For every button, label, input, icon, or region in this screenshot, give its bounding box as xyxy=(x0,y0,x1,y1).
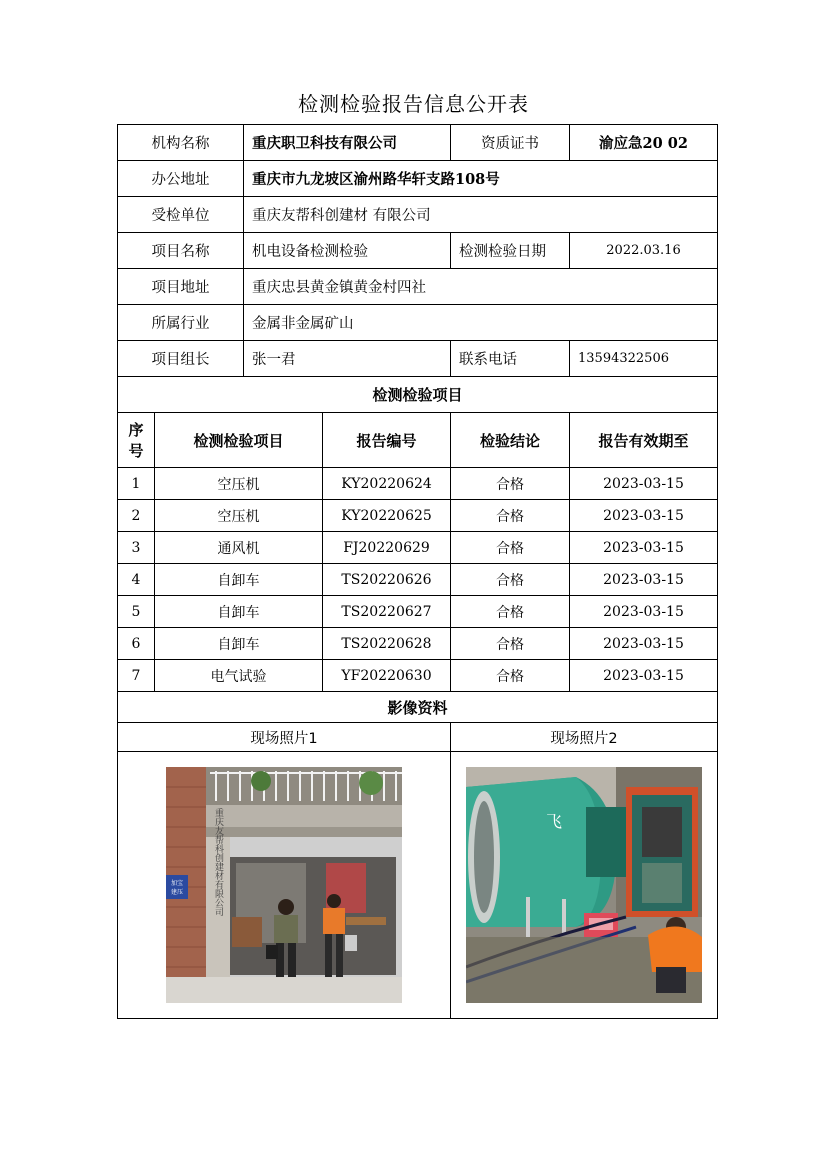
header-seq xyxy=(118,413,155,468)
client-value: 重庆友帮科创建材 有限公司 xyxy=(244,197,718,233)
row-seq: 6 xyxy=(118,628,155,660)
header-valid: 报告有效期至 xyxy=(570,413,718,468)
company-vertical-sign: 重庆友帮科创建材有限公司 xyxy=(213,808,223,916)
photo-labels-row xyxy=(118,723,718,752)
row-org xyxy=(118,125,718,161)
small-sign-text: 加宝 xyxy=(170,880,184,887)
row-valid: 2023-03-15 xyxy=(570,468,718,500)
row-valid: 2023-03-15 xyxy=(570,596,718,628)
site-value: 重庆忠县黄金镇黄金村四社 xyxy=(244,269,718,305)
photos-section-row xyxy=(118,692,718,723)
row-result: 合格 xyxy=(451,564,570,596)
cert-value: 渝应急20 02 xyxy=(570,125,718,161)
row-result: 合格 xyxy=(451,628,570,660)
row-seq: 7 xyxy=(118,660,155,692)
phone-value: 13594322506 xyxy=(570,341,718,377)
photo2-label: 现场照片2 xyxy=(451,723,718,752)
header-seq-line1: 序 xyxy=(128,421,144,439)
header-seq-line2: 号 xyxy=(128,442,144,460)
row-report-no: FJ20220629 xyxy=(323,532,451,564)
site-label: 项目地址 xyxy=(118,269,244,305)
row-valid: 2023-03-15 xyxy=(570,564,718,596)
report-table xyxy=(117,124,718,1019)
row-report-no: YF20220630 xyxy=(323,660,451,692)
row-item: 自卸车 xyxy=(155,628,323,660)
items-section-row xyxy=(118,377,718,413)
table-row xyxy=(118,532,718,564)
row-valid: 2023-03-15 xyxy=(570,500,718,532)
row-valid: 2023-03-15 xyxy=(570,532,718,564)
row-report-no: TS20220626 xyxy=(323,564,451,596)
row-item: 自卸车 xyxy=(155,596,323,628)
org-value: 重庆职卫科技有限公司 xyxy=(244,125,451,161)
industry-value: 金属非金属矿山 xyxy=(244,305,718,341)
row-client xyxy=(118,197,718,233)
leader-value: 张一君 xyxy=(244,341,451,377)
row-report-no: TS20220627 xyxy=(323,596,451,628)
table-row xyxy=(118,564,718,596)
leader-label: 项目组长 xyxy=(118,341,244,377)
addr-label: 办公地址 xyxy=(118,161,244,197)
row-seq: 4 xyxy=(118,564,155,596)
table-row xyxy=(118,500,718,532)
items-section-title: 检测检验项目 xyxy=(118,377,718,413)
table-row xyxy=(118,628,718,660)
row-item: 自卸车 xyxy=(155,564,323,596)
row-seq: 2 xyxy=(118,500,155,532)
row-project xyxy=(118,233,718,269)
date-value: 2022.03.16 xyxy=(570,233,718,269)
row-item: 空压机 xyxy=(155,468,323,500)
row-result: 合格 xyxy=(451,500,570,532)
row-report-no: KY20220624 xyxy=(323,468,451,500)
org-label: 机构名称 xyxy=(118,125,244,161)
client-label: 受检单位 xyxy=(118,197,244,233)
svg-text:建压: 建压 xyxy=(170,889,184,896)
row-item: 空压机 xyxy=(155,500,323,532)
project-value: 机电设备检测检验 xyxy=(244,233,451,269)
header-report-no: 报告编号 xyxy=(323,413,451,468)
project-label: 项目名称 xyxy=(118,233,244,269)
table-row xyxy=(118,596,718,628)
photo1-label: 现场照片1 xyxy=(118,723,451,752)
date-label: 检测检验日期 xyxy=(451,233,570,269)
photo2-cell xyxy=(451,752,718,1019)
row-result: 合格 xyxy=(451,532,570,564)
table-row xyxy=(118,660,718,692)
addr-value: 重庆市九龙坡区渝州路华轩支路108号 xyxy=(244,161,718,197)
row-seq: 5 xyxy=(118,596,155,628)
row-result: 合格 xyxy=(451,596,570,628)
header-item: 检测检验项目 xyxy=(155,413,323,468)
site-photo-2 xyxy=(466,767,702,1003)
row-valid: 2023-03-15 xyxy=(570,660,718,692)
table-row xyxy=(118,468,718,500)
row-site xyxy=(118,269,718,305)
row-report-no: KY20220625 xyxy=(323,500,451,532)
page-title: 检测检验报告信息公开表 xyxy=(298,92,529,116)
photos-section-title: 影像资料 xyxy=(118,692,718,723)
row-industry xyxy=(118,305,718,341)
cert-label: 资质证书 xyxy=(451,125,570,161)
row-report-no: TS20220628 xyxy=(323,628,451,660)
header-result: 检验结论 xyxy=(451,413,570,468)
row-valid: 2023-03-15 xyxy=(570,628,718,660)
row-seq: 1 xyxy=(118,468,155,500)
row-item: 通风机 xyxy=(155,532,323,564)
row-item: 电气试验 xyxy=(155,660,323,692)
svg-text:飞: 飞 xyxy=(546,812,563,831)
row-seq: 3 xyxy=(118,532,155,564)
phone-label: 联系电话 xyxy=(451,341,570,377)
industry-label: 所属行业 xyxy=(118,305,244,341)
site-photo-1 xyxy=(166,767,402,1003)
items-header-row xyxy=(118,413,718,468)
photos-row xyxy=(118,752,718,1019)
photo1-cell xyxy=(118,752,451,1019)
row-address xyxy=(118,161,718,197)
row-result: 合格 xyxy=(451,468,570,500)
row-result: 合格 xyxy=(451,660,570,692)
row-leader xyxy=(118,341,718,377)
